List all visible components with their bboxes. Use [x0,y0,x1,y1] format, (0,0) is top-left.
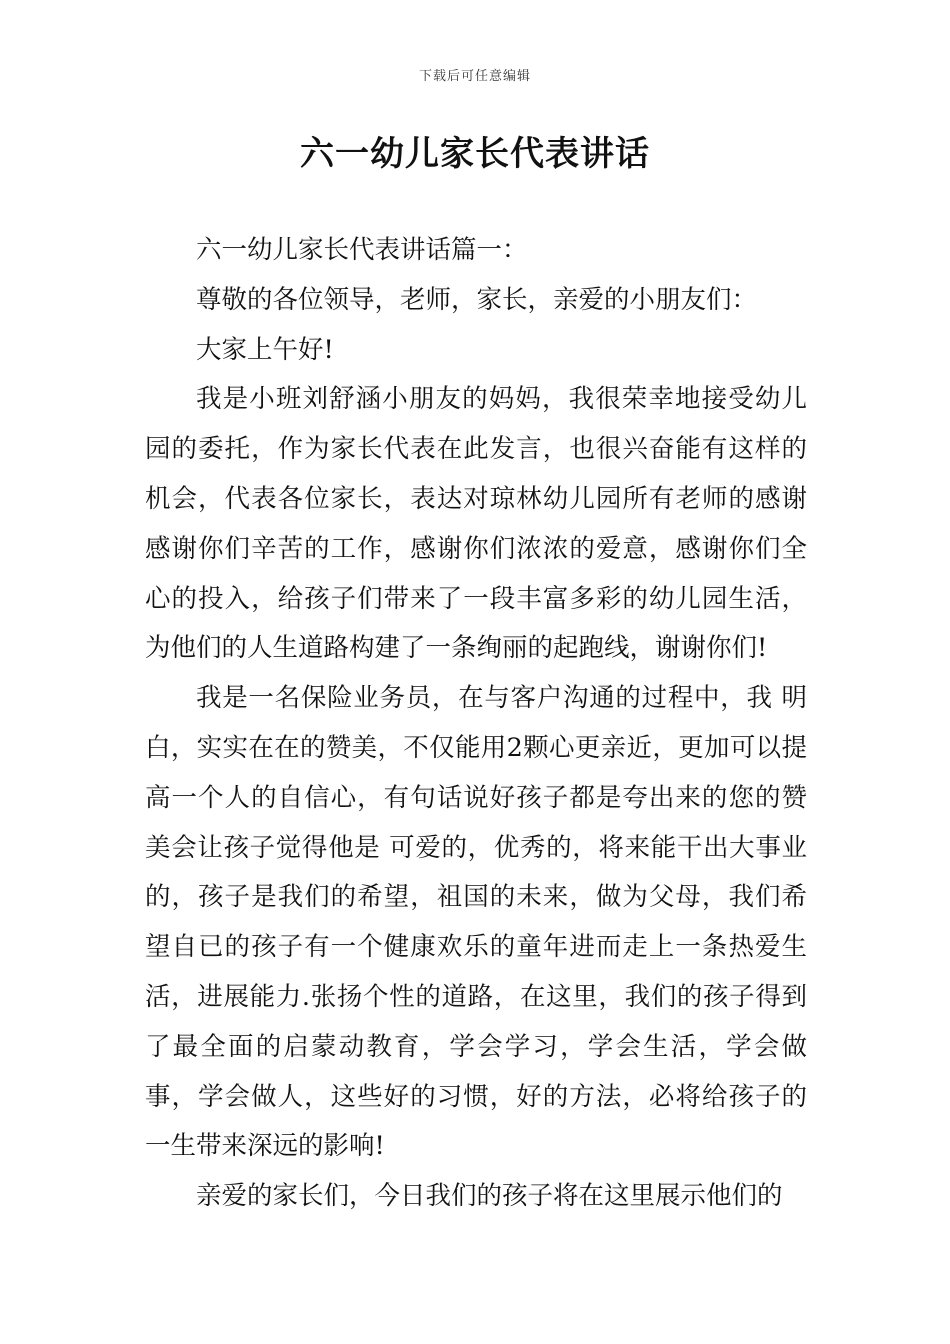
paragraph-introduction: 我是小班刘舒涵小朋友的妈妈，我很荣幸地接受幼儿园的委托，作为家长代表在此发言，也很兴奋能有这样的机会，代表各位家长，表达对琼林幼儿园所有老师的感谢感谢你们辛苦的工作，感谢你们浓浓的爱意，感谢你们全心的投入，给孩子们带来了一段丰富多彩的幼儿园生活，为他们的人生道路构建了一条绚丽的起跑线，谢谢你们! [145,384,807,664]
header-note: 下载后可任意编辑 [418,69,531,84]
paragraph-salutation: 尊敬的各位领导，老师，家长，亲爱的小朋友们： [196,284,758,315]
paragraph-praise: 我是一名保险业务员，在与客户沟通的过程中，我 明白，实实在在的赞美，不仅能用2颗心更亲近，更加可以提高一个人的自信心，有句话说好孩子都是夸出来的您的赞美会让孩子觉得他是 可爱的，优秀的，将来能干出大事业的，孩子是我们的希望，祖国的未来，做为父母，我们希望自已的孩子有一个健康欢乐的童年进而走上一条热爱生活，进展能力.张扬个性的道路，在这里，我们的孩子得到了最全面的启蒙动教育，学会学习，学会生活，学会做事，学会做人，这些好的习惯，好的方法，必将给孩子的一生带来深远的影响! [145,683,807,1162]
paragraph-closing-start: 亲爱的家长们，今日我们的孩子将在这里展示他们的 [196,1181,783,1212]
paragraph-greeting: 大家上午好! [196,334,334,365]
paragraph-section-heading: 六一幼儿家长代表讲话篇一： [196,235,528,265]
document-body [145,226,807,1222]
document-title: 六一幼儿家长代表讲话 [300,134,650,174]
